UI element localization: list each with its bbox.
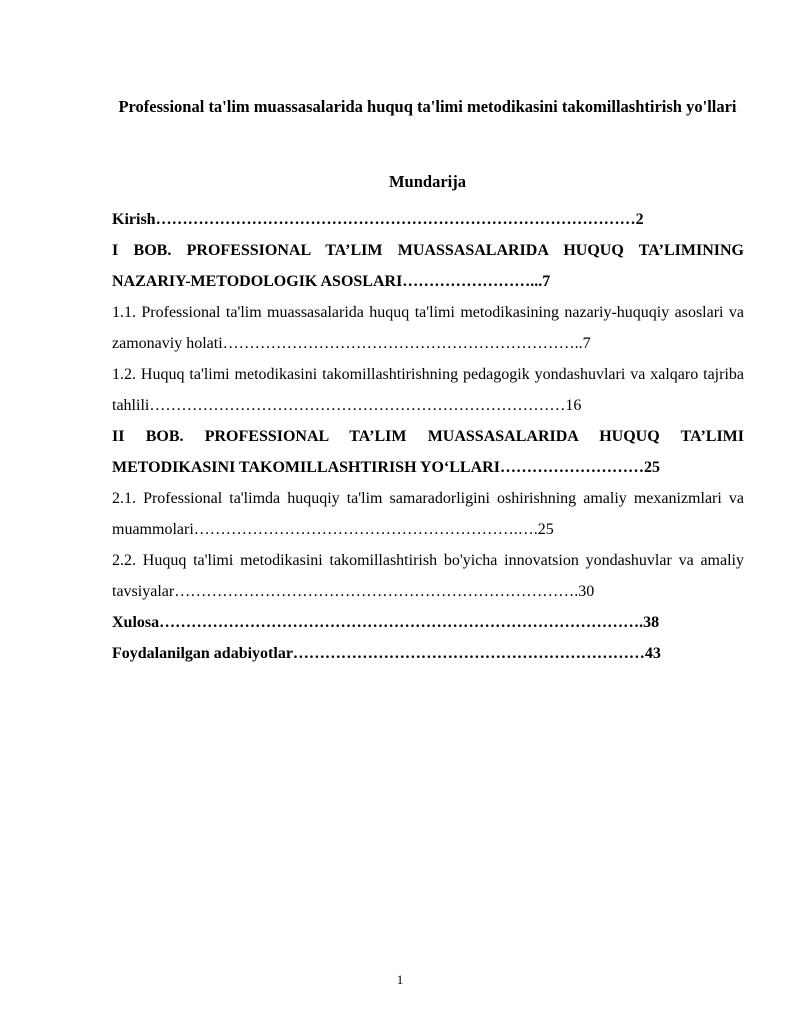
table-of-contents — [112, 204, 744, 669]
page-number: 1 — [396, 972, 404, 987]
toc-heading: Mundarija — [388, 172, 466, 191]
toc-entry-adabiyotlar[interactable]: Foydalanilgan adabiyotlar…………………………………………………………43 — [112, 645, 661, 662]
toc-entry-section-2-2[interactable]: 2.2. Huquq ta'limi metodikasini takomillashtirish bo'yicha innovatsion yondashuvlar va amaliy tavsiyalar………………………………………………………………….30 — [112, 552, 744, 600]
toc-entry-chapter-1[interactable]: I BOB. PROFESSIONAL TA’LIM MUASSASALARIDA HUQUQ TA’LIMINING NAZARIY-METODOLOGIK ASOSLARI……………………...7 — [112, 242, 744, 290]
document-title: Professional ta'lim muassasalarida huquq ta'limi metodikasini takomillashtirish yo'llari — [118, 97, 737, 116]
toc-entry-section-2-1[interactable]: 2.1. Professional ta'limda huquqiy ta'lim samaradorligini oshirishning amaliy mexanizmlari va muammolari…………………………………………………….….25 — [112, 490, 744, 538]
toc-entry-section-1-1[interactable]: 1.1. Professional ta'lim muassasalarida huquq ta'limi metodikasining nazariy-huquqiy asoslari va zamonaviy holati…………………………………………………………..7 — [112, 304, 744, 352]
toc-entry-chapter-2[interactable]: II BOB. PROFESSIONAL TA’LIM MUASSASALARIDA HUQUQ TA’LIMI METODIKASINI TAKOMILLASHTIRISH YO‘LLARI………………………25 — [112, 428, 744, 476]
toc-entry-kirish[interactable]: Kirish………………………………………………………………………………2 — [112, 211, 644, 228]
toc-entry-section-1-2[interactable]: 1.2. Huquq ta'limi metodikasini takomillashtirishning pedagogik yondashuvlari va xalqaro tajriba tahlili……………………………………………………………………16 — [112, 366, 744, 414]
toc-entry-xulosa[interactable]: Xulosa……………………………………………………………………………….38 — [112, 614, 660, 631]
